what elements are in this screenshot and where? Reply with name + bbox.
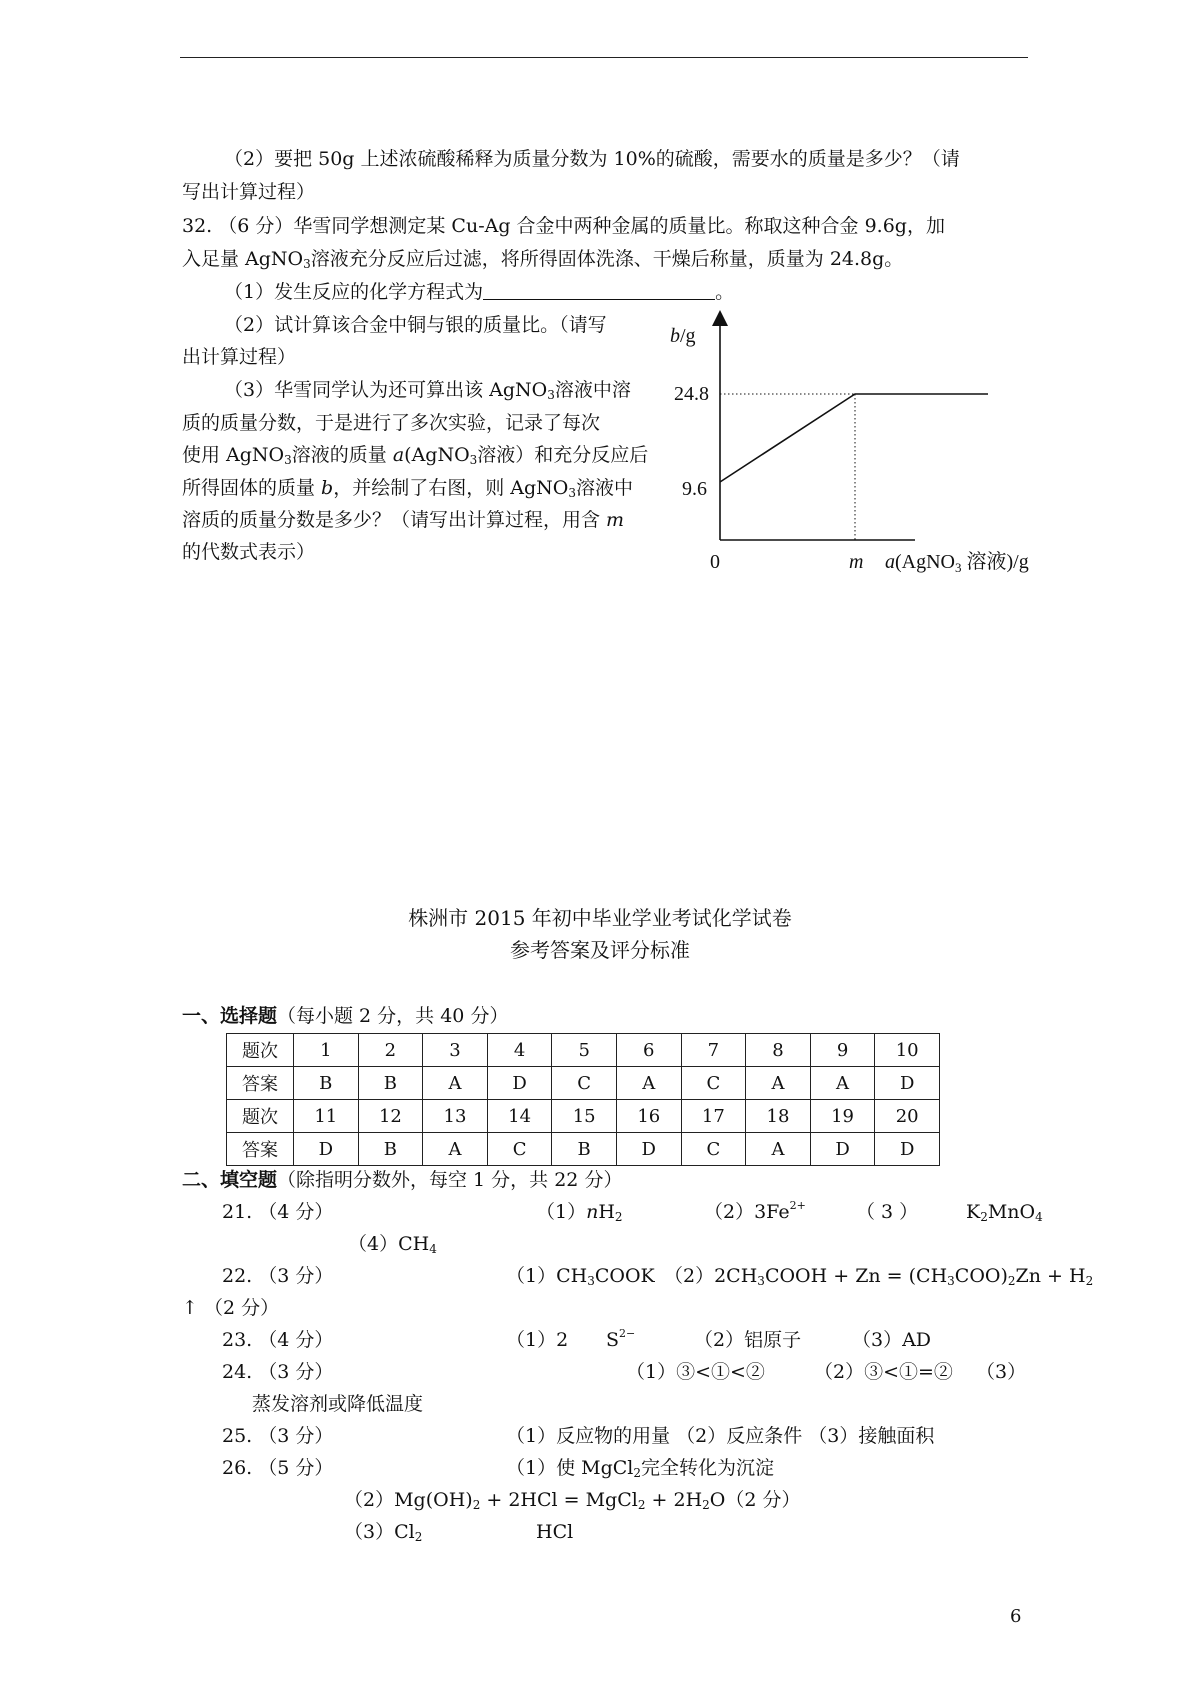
- q32-intro-line1: 32. （6 分）华雪同学想测定某 Cu-Ag 合金中两种金属的质量比。称取这种合金 9.6g，加: [182, 215, 945, 237]
- data-series-line: [720, 394, 988, 482]
- q31-part2: （2）要把 50g 上述浓硫酸稀释为质量分数为 10%的硫酸，需要水的质量是多少？（请: [224, 148, 960, 170]
- answer-21-4: $(4)CH_4$: [348, 1233, 437, 1256]
- answers-title: 株洲市 2015 年初中毕业学业考试化学试卷: [408, 906, 792, 930]
- answer-24-2: （2）③<①=②: [814, 1361, 953, 1383]
- answer-26-2: $(2)Mg(OH)_2 + 2HCl$ = MgCl$_2$ + $2H_2O(2$ 分）: [344, 1489, 801, 1512]
- mass-chart: [650, 312, 1050, 575]
- answer-25-label: 25. （3 分）: [222, 1425, 334, 1447]
- page-number: 6: [1010, 1606, 1022, 1627]
- answer-24-cont: 蒸发溶剂或降低温度: [252, 1393, 424, 1415]
- y-tick-label-9-6: 9.6: [682, 478, 707, 500]
- answer-24-label: 24. （3 分）: [222, 1361, 334, 1383]
- table-row: 题次 11 12 13 14 15 16 17 18 19 20: [227, 1100, 940, 1133]
- answer-21-2: $(2)3Fe^{2+}$: [704, 1199, 806, 1223]
- q32-part3-line1: （3）华雪同学认为还可算出该 AgNO$_3$溶液中溶: [224, 379, 631, 402]
- answer-24-1: （1）③<①<②: [626, 1361, 765, 1383]
- section2-heading: 二、填空题（除指明分数外，每空 1 分，共 22 分）: [182, 1169, 623, 1191]
- answer-21-1: $(1)nH_2$: [536, 1201, 623, 1224]
- q32-part3-line4: 所得固体的质量 b，并绘制了右图，则 AgNO$_3$溶液中: [182, 477, 634, 500]
- answer-26-1: （1）使 MgCl$_2$完全转化为沉淀: [506, 1457, 775, 1480]
- q31-part2-cont: 写出计算过程）: [182, 181, 316, 203]
- x-mark-label-m: m: [849, 551, 864, 573]
- q32-part3-line5: 溶质的质量分数是多少？（请写出计算过程，用含 m: [182, 509, 625, 531]
- answer-26-3: $(3)Cl_2$: [344, 1521, 423, 1544]
- answer-22-1: $(1)CH_3COOK$: [506, 1265, 655, 1288]
- q32-part1: （1）发生反应的化学方程式为 。: [224, 281, 735, 303]
- answers-subtitle: 参考答案及评分标准: [510, 938, 690, 962]
- answer-25: （1）反应物的用量 （2）反应条件 （3）接触面积: [506, 1425, 935, 1447]
- answer-21-3-label: （ 3 ）: [856, 1201, 919, 1223]
- x-axis-label: a(AgNO$_3$ 溶液)/g: [885, 551, 1029, 575]
- answer-22-label: 22. （3 分）: [222, 1265, 334, 1287]
- answer-24-3: （3）: [976, 1361, 1027, 1383]
- q32-part3-line3: 使用 AgNO$_3$溶液的质量 a(AgNO$_3$溶液）和充分反应后: [182, 444, 649, 467]
- q32-part3-line2: 质的质量分数，于是进行了多次实验，记录了每次: [182, 412, 601, 434]
- answer-table: [226, 1033, 940, 1166]
- answer-23-2: （2）铝原子: [694, 1329, 802, 1351]
- answer-23-1b: $S^{2-}$: [606, 1327, 636, 1351]
- answer-23-3: （3）AD: [852, 1329, 932, 1351]
- table-row: 题次 1 2 3 4 5 6 7 8 9 10: [227, 1034, 940, 1067]
- table-row: 答案 D B A C B D C A D D: [227, 1133, 940, 1166]
- answer-22-cont: ↑ （2 分）: [182, 1297, 280, 1319]
- q32-intro-line2: 入足量 AgNO$_3$溶液充分反应后过滤，将所得固体洗涤、干燥后称量，质量为 24.8g。: [182, 248, 904, 271]
- answer-26-3b: HCl: [536, 1521, 574, 1543]
- y-tick-label-24-8: 24.8: [674, 383, 709, 405]
- y-axis-label: b/g: [670, 325, 696, 347]
- answer-21-label: 21. （4 分）: [222, 1201, 334, 1223]
- answer-21-3: $K_2MnO_4$: [966, 1201, 1043, 1224]
- section1-heading: 一、选择题（每小题 2 分，共 40 分）: [182, 1005, 509, 1027]
- q32-part2-line1: （2）试计算该合金中铜与银的质量比。（请写: [224, 314, 607, 336]
- answer-23-1: （1）2: [506, 1329, 569, 1351]
- answer-23-label: 23. （4 分）: [222, 1329, 334, 1351]
- table-row: 答案 B B A D C A C A A D: [227, 1067, 940, 1100]
- answer-22-2: $(2)2CH_3COOH + Zn = (CH_3COO)_2Zn + H_2$: [664, 1265, 1094, 1288]
- q32-part2-line2: 出计算过程）: [182, 346, 297, 368]
- answer-26-label: 26. （5 分）: [222, 1457, 334, 1479]
- header-rule: [180, 57, 1028, 58]
- q32-part3-line6: 的代数式表示）: [182, 541, 316, 563]
- answer-blank[interactable]: [483, 279, 715, 300]
- origin-label: 0: [710, 551, 720, 573]
